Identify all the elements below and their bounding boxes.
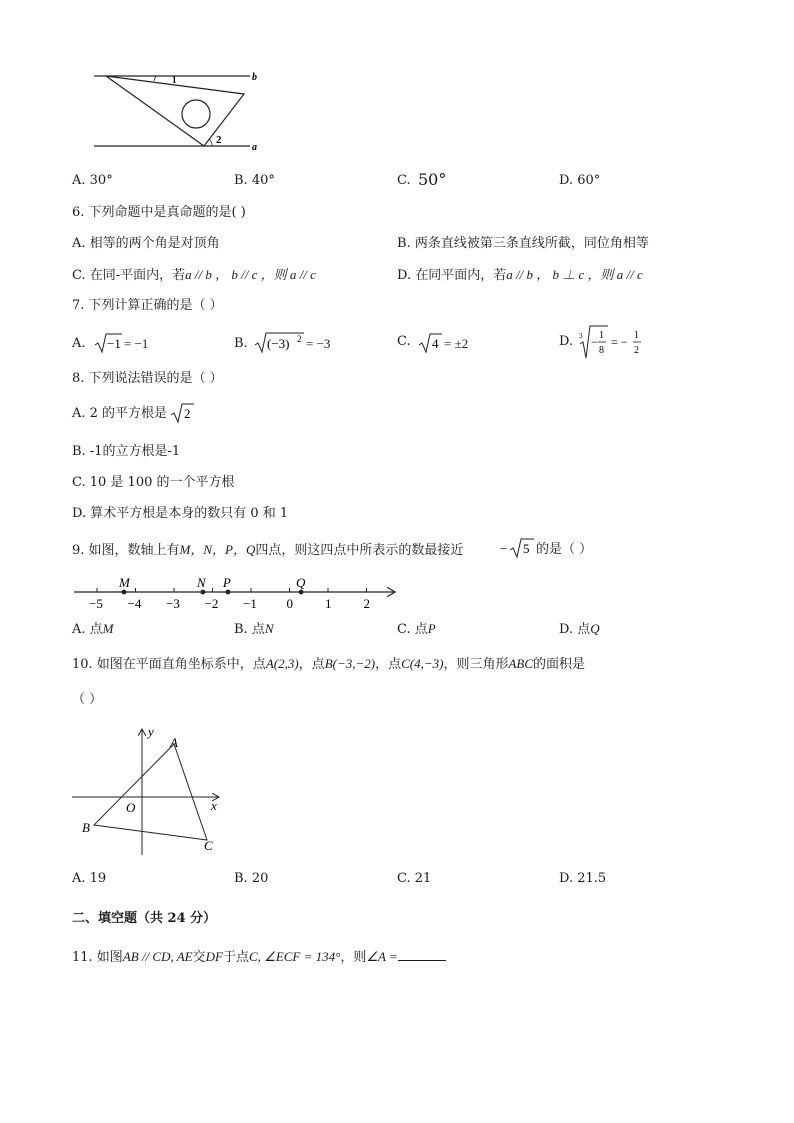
q10-b-coord: B(−3,−2) bbox=[324, 656, 376, 671]
q9-minus: − bbox=[500, 541, 508, 556]
q9-points-list: M，N，P，Q bbox=[179, 542, 256, 557]
tick-label: −4 bbox=[127, 596, 142, 611]
axis-label-x: x bbox=[211, 798, 217, 813]
q9-option-b bbox=[234, 621, 274, 638]
angle-1-arc bbox=[154, 76, 156, 81]
q7-d-den: 8 bbox=[599, 345, 604, 356]
q9-option-a bbox=[72, 621, 114, 638]
q7-b-radicand: (−3) bbox=[267, 336, 290, 351]
tick-label: 0 bbox=[286, 596, 293, 611]
q7-d-index: 3 bbox=[579, 332, 583, 340]
point-m-dot bbox=[122, 590, 127, 595]
q11-pre: 11. 如图 bbox=[72, 950, 123, 965]
q10-stem-post: ，则三角形 bbox=[443, 657, 509, 672]
q7-option-d-label: D. bbox=[559, 334, 574, 349]
q8-option-a-radical bbox=[170, 402, 194, 424]
q10-figure bbox=[68, 724, 228, 860]
q11-math1: AB // CD, AE bbox=[122, 949, 193, 964]
q9-option-a-text: A. 点 bbox=[72, 622, 103, 637]
q9-option-b-val: N bbox=[264, 621, 274, 636]
tick-label: −2 bbox=[204, 596, 219, 611]
q9-option-d-text: D. 点 bbox=[559, 622, 591, 637]
q5-figure bbox=[88, 66, 268, 158]
q7-option-b-label: B. bbox=[234, 336, 248, 351]
point-q-label: Q bbox=[296, 575, 306, 590]
point-p-label: P bbox=[222, 575, 231, 590]
q5-option-b: B. 40° bbox=[234, 173, 275, 188]
q7-option-b-expr: = −3 bbox=[306, 336, 331, 351]
q11-mid1: 交 bbox=[192, 950, 206, 965]
point-n-label: N bbox=[196, 575, 206, 590]
label-angle-1: 1 bbox=[172, 75, 177, 85]
q11-math2: DF bbox=[205, 949, 223, 964]
section-2-heading: 二、填空题（共 24 分） bbox=[72, 911, 217, 926]
q9-neg-sqrt5 bbox=[500, 537, 536, 559]
q7-option-a-radical bbox=[94, 332, 122, 354]
q7-option-a-expr: = −1 bbox=[124, 336, 149, 351]
q5-option-a: A. 30° bbox=[72, 173, 113, 188]
q8-option-c: C. 10 是 100 的一个平方根 bbox=[72, 475, 235, 490]
label-angle-2: 2 bbox=[216, 134, 222, 146]
q5-option-c-value: 50° bbox=[418, 170, 447, 189]
q7-stem: 7. 下列计算正确的是（ ） bbox=[72, 298, 223, 313]
q6-stem: 6. 下列命题中是真命题的是( ) bbox=[72, 205, 246, 220]
q10-option-c: C. 21 bbox=[397, 871, 432, 886]
q8-option-d: D. 算术平方根是本身的数只有 0 和 1 bbox=[72, 506, 289, 521]
tick-label: −5 bbox=[89, 596, 103, 611]
q7-d-num: 1 bbox=[599, 330, 604, 341]
q10-stem-end: 的面积是 bbox=[533, 657, 586, 672]
q8-stem: 8. 下列说法错误的是（ ） bbox=[72, 371, 223, 386]
q5-option-c-label: C. bbox=[397, 173, 411, 188]
q5-option-d: D. 60° bbox=[559, 173, 601, 188]
q7-d-rnum: 1 bbox=[634, 330, 639, 341]
origin-label: O bbox=[126, 800, 136, 815]
triangle-ruler bbox=[106, 76, 244, 146]
q11-math3: C, ∠ECF = 134° bbox=[249, 949, 341, 964]
q7-option-d-expr bbox=[578, 324, 648, 360]
q6-option-c-text: C. 在同-平面内，若 bbox=[72, 268, 186, 283]
q6-option-d-text: D. 在同平面内，若 bbox=[397, 268, 507, 283]
q9-option-c-text: C. 点 bbox=[397, 622, 428, 637]
q7-a-radicand: −1 bbox=[107, 336, 121, 351]
q7-d-rden: 2 bbox=[634, 345, 639, 356]
q9-option-c bbox=[397, 621, 436, 638]
q10-stem-pre: 10. 如图在平面直角坐标系中，点 bbox=[72, 657, 266, 672]
q11-math4: ∠A = bbox=[366, 949, 398, 964]
q8-a-radicand: 2 bbox=[184, 406, 191, 421]
q11-answer-blank[interactable] bbox=[398, 948, 446, 961]
axis-label-y: y bbox=[148, 724, 154, 739]
q6-option-c bbox=[72, 267, 316, 284]
point-m-label: M bbox=[118, 575, 130, 590]
q6-option-b: B. 两条直线被第三条直线所截，同位角相等 bbox=[397, 236, 649, 251]
q9-option-a-val: M bbox=[102, 621, 114, 636]
q6-option-d bbox=[397, 267, 643, 284]
q7-b-exponent: 2 bbox=[297, 334, 302, 344]
q10-paren: （ ） bbox=[72, 692, 103, 707]
q9-stem-mid: 四点，则这四点中所表示的数最接近 bbox=[255, 543, 464, 558]
point-b-label: B bbox=[82, 820, 90, 835]
q9-radicand: 5 bbox=[523, 541, 530, 556]
q7-option-b-radical bbox=[254, 330, 304, 354]
q10-tri: ABC bbox=[508, 656, 534, 671]
q6-option-d-math: a // b ， b ⊥ c ，则 a // c bbox=[506, 267, 643, 282]
q7-option-c-expr: = ±2 bbox=[444, 336, 469, 351]
label-a: a bbox=[252, 142, 257, 153]
q10-a-coord: A(2,3) bbox=[265, 656, 299, 671]
tick-label: 2 bbox=[363, 596, 370, 611]
q9-stem-post: 的是（ ） bbox=[536, 542, 593, 557]
q9-option-d-val: Q bbox=[590, 621, 600, 636]
point-p-dot bbox=[226, 590, 231, 595]
tick-label: 1 bbox=[325, 596, 332, 611]
q9-option-b-text: B. 点 bbox=[234, 622, 265, 637]
q7-option-c-radical bbox=[418, 332, 442, 354]
angle-2-arc bbox=[209, 139, 212, 146]
q7-d-neg: − bbox=[591, 335, 598, 349]
q8-option-b: B. -1的立方根是-1 bbox=[72, 444, 181, 459]
q10-sep1: ，点 bbox=[298, 657, 325, 672]
q10-stem bbox=[72, 656, 585, 673]
ruler-hole bbox=[182, 100, 210, 128]
triangle-abc bbox=[94, 744, 207, 840]
q9-option-d bbox=[559, 621, 600, 638]
q10-option-a: A. 19 bbox=[72, 871, 107, 886]
q9-stem bbox=[72, 542, 463, 559]
q10-c-coord: C(4,−3) bbox=[401, 656, 444, 671]
q7-option-c-label: C. bbox=[397, 334, 411, 349]
q7-c-radicand: 4 bbox=[432, 336, 439, 351]
q8-option-a: A. 2 的平方根是 bbox=[72, 406, 168, 421]
q11-stem bbox=[72, 948, 446, 966]
tick-label: −3 bbox=[166, 596, 180, 611]
q11-mid3: ，则 bbox=[340, 950, 367, 965]
q9-number-line bbox=[70, 572, 400, 614]
q11-mid2: 于点 bbox=[222, 950, 249, 965]
q6-option-c-math: a // b ， b // c ，则 a // c bbox=[185, 267, 316, 282]
q9-stem-pre: 9. 如图，数轴上有 bbox=[72, 543, 180, 558]
q9-option-c-val: P bbox=[427, 621, 436, 636]
point-n-dot bbox=[200, 590, 205, 595]
tick-label: −1 bbox=[243, 596, 257, 611]
point-c-label: C bbox=[204, 838, 213, 853]
q10-option-b: B. 20 bbox=[234, 871, 269, 886]
label-b: b bbox=[252, 72, 257, 83]
q10-sep2: ，点 bbox=[375, 657, 402, 672]
q6-option-a: A. 相等的两个角是对顶角 bbox=[72, 236, 220, 251]
q7-d-eq: = − bbox=[611, 335, 628, 349]
q10-option-d: D. 21.5 bbox=[559, 871, 607, 886]
point-q-dot bbox=[299, 590, 304, 595]
point-a-label: A bbox=[170, 735, 178, 750]
q7-option-a-label: A. bbox=[72, 336, 86, 351]
